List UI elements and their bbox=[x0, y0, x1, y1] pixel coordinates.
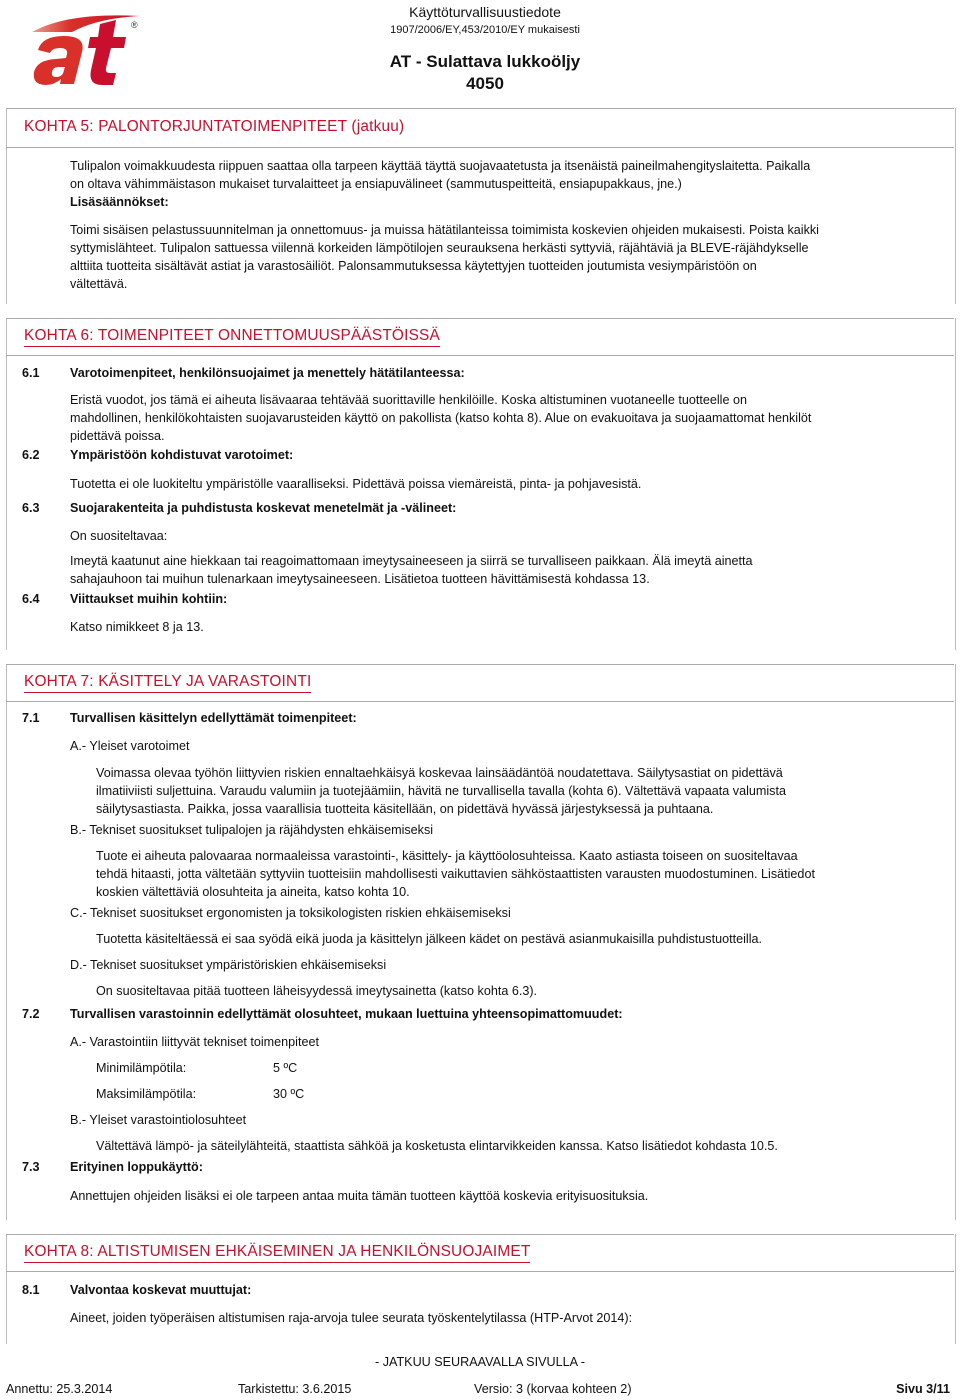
body-line: Aineet, joiden työperäisen altistumisen raja-arvoja tulee seurata työskentelytilassa (HTP-Arvot 2014): bbox=[70, 1311, 633, 1325]
recommendation-label: On suositeltavaa: bbox=[70, 529, 168, 543]
subsection-title: Turvallisen varastoinnin edellyttämät olosuhteet, mukaan luettuina yhteensopimattomuudet: bbox=[70, 1007, 623, 1021]
body-line: Voimassa olevaa työhön liittyvien riskien ennaltaehkäisyä koskevaa lainsäädäntöä noudatettava. Säilytysastiat on pidettävä bbox=[96, 766, 783, 780]
max-temperature-label: Maksimilämpötila: bbox=[96, 1087, 197, 1101]
sub-label: B.- Tekniset suositukset tulipalojen ja räjähdysten ehkäisemiseksi bbox=[70, 823, 434, 837]
min-temperature-label: Minimilämpötila: bbox=[96, 1061, 187, 1075]
issued-date: Annettu: 25.3.2014 bbox=[6, 1382, 113, 1396]
body-line: pidettävä poissa. bbox=[70, 429, 165, 443]
subsection-title: Valvontaa koskevat muuttujat: bbox=[70, 1283, 252, 1297]
min-temperature-value: 5 ºC bbox=[273, 1061, 298, 1075]
subsection-title: Viittaukset muihin kohtiin: bbox=[70, 592, 228, 606]
section-5-paragraph-line: Tulipalon voimakkuudesta riippuen saattaa olla tarpeen käyttää täyttä suojavaatetusta ja itsenäistä paineilmahengityslaitetta. Paikalla bbox=[70, 159, 811, 173]
body-line: Imeytä kaatunut aine hiekkaan tai reagoimattomaan imeytysaineeseen ja siirrä se turvalliseen paikkaan. Älä imeytä ainetta bbox=[70, 554, 753, 568]
subsection-number: 7.1 bbox=[22, 711, 40, 725]
body-line: On suositeltavaa pitää tuotteen läheisyydessä imeytysainetta (katso kohta 6.3). bbox=[96, 984, 538, 998]
body-line: Tuotetta käsiteltäessä ei saa syödä eikä juoda ja käsittelyn jälkeen kädet on pestävä asianmukaisilla puhdistustuotteilla. bbox=[96, 932, 762, 946]
body-line: Tuote ei aiheuta palovaaraa normaaleissa varastointi-, käsittely- ja käyttöolosuhteissa. Kaato astiasta toiseen on suositeltavaa bbox=[96, 849, 798, 863]
subsection-title: Ympäristöön kohdistuvat varotoimet: bbox=[70, 448, 294, 462]
subsection-title: Suojarakenteita ja puhdistusta koskevat menetelmät ja -välineet: bbox=[70, 501, 457, 515]
version-info: Versio: 3 (korvaa kohteen 2) bbox=[474, 1382, 632, 1396]
section-5-paragraph-line: Toimi sisäisen pelastussuunnitelman ja onnettomuus- ja muissa hätätilanteissa toimimista koskevien ohjeiden mukaisesti. Poista kaikki bbox=[70, 223, 819, 237]
regulation-reference: 1907/2006/EY,453/2010/EY mukaisesti bbox=[390, 24, 580, 36]
section-5-paragraph-line: on oltava vähimmäistason mukaiset turvalaitteet ja ensiapuvälineet (sammutuspeitteitä, ensiapupakkaus, jne.) bbox=[70, 177, 682, 191]
body-line: ilmatiiviisti suljettuina. Varaudu valumiin ja tuotejäämiin, hävitä ne turvallisella tavalla (kohta 6). Vältettävä vapaata valumista bbox=[96, 784, 786, 798]
checked-date: Tarkistettu: 3.6.2015 bbox=[238, 1382, 352, 1396]
subsection-title: Turvallisen käsittelyn edellyttämät toimenpiteet: bbox=[70, 711, 357, 725]
sub-label: A.- Varastointiin liittyvät tekniset toimenpiteet bbox=[70, 1035, 319, 1049]
subsection-number: 6.2 bbox=[22, 448, 40, 462]
section-5-paragraph-line: syttymislähteet. Tulipalon sattuessa viilennä korkeiden lämpötilojen seurauksena herkästi syttyviä, räjähtäviä ja BLEVE-räjähdykselle bbox=[70, 241, 809, 255]
subsection-number: 6.1 bbox=[22, 366, 40, 380]
body-line: tehdä hitaasti, jotta vältetään syttyviin tuotteisiin mahdollisesti vaikuttavien sähköstaattisten varausten muodostuminen. Lisätiedot bbox=[96, 867, 815, 881]
product-number: 4050 bbox=[466, 74, 504, 93]
body-line: mahdollinen, henkilökohtaisten suojavarusteiden käyttö on pakollista (katso kohta 8). Alue on evakuoitava ja suojaamattomat henkilöt bbox=[70, 411, 812, 425]
body-line: Tuotetta ei ole luokiteltu ympäristölle vaaralliseksi. Pidettävä poissa viemäreistä, pinta- ja pohjavesistä. bbox=[70, 477, 642, 491]
continued-notice: - JATKUU SEURAAVALLA SIVULLA - bbox=[375, 1355, 585, 1369]
document-title: Käyttöturvallisuustiedote bbox=[409, 4, 561, 20]
subsection-number: 7.2 bbox=[22, 1007, 40, 1021]
section-7-title: KOHTA 7: KÄSITTELY JA VARASTOINTI bbox=[24, 673, 311, 693]
body-line: säilytysastiasta. Paikka, jossa vaarallisia tuotteita käsitellään, on pidettävä hyvässä järjestyksessä ja puhtaana. bbox=[96, 802, 714, 816]
sub-label: B.- Yleiset varastointiolosuhteet bbox=[70, 1113, 247, 1127]
sub-label: A.- Yleiset varotoimet bbox=[70, 739, 190, 753]
body-line: sahajauhoon tai muihun tulenarkaan imeytysaineeseen. Lisätietoa tuotteen hävittämisestä kohdassa 13. bbox=[70, 572, 650, 586]
body-line: koskien vältettäviä olosuhteita ja aineita, katso kohta 10. bbox=[96, 885, 410, 899]
section-6-title: KOHTA 6: TOIMENPITEET ONNETTOMUUSPÄÄSTÖISSÄ bbox=[24, 327, 440, 347]
max-temperature-value: 30 ºC bbox=[273, 1087, 305, 1101]
page-number: Sivu 3/11 bbox=[896, 1382, 950, 1396]
subsection-number: 6.3 bbox=[22, 501, 40, 515]
subsection-number: 7.3 bbox=[22, 1160, 40, 1174]
body-line: Vältettävä lämpö- ja säteilylähteitä, staattista sähköä ja kosketusta elintarvikkeiden kanssa. Katso lisätiedot kohdasta 10.5. bbox=[96, 1139, 778, 1153]
subsection-title: Varotoimenpiteet, henkilönsuojaimet ja menettely hätätilanteessa: bbox=[70, 366, 465, 380]
at-logo bbox=[28, 10, 146, 86]
section-5-paragraph-line: vältettävä. bbox=[70, 277, 128, 291]
subsection-title: Erityinen loppukäyttö: bbox=[70, 1160, 203, 1174]
subsection-number: 6.4 bbox=[22, 592, 40, 606]
product-name: AT - Sulattava lukkoöljy bbox=[389, 52, 581, 71]
sub-label: D.- Tekniset suositukset ympäristöriskien ehkäisemiseksi bbox=[70, 958, 387, 972]
body-line: Katso nimikkeet 8 ja 13. bbox=[70, 620, 204, 634]
section-5-title: KOHTA 5: PALONTORJUNTATOIMENPITEET (jatkuu) bbox=[24, 118, 405, 135]
body-line: Annettujen ohjeiden lisäksi ei ole tarpeen antaa muita tämän tuotteen käyttöä koskevia erityisuosituksia. bbox=[70, 1189, 649, 1203]
extra-provisions-label: Lisäsäännökset: bbox=[70, 195, 169, 209]
section-8-title: KOHTA 8: ALTISTUMISEN EHKÄISEMINEN JA HENKILÖNSUOJAIMET bbox=[24, 1243, 530, 1263]
section-5-paragraph-line: alttiita tuotteita sisältävät astiat ja varastosäiliöt. Palonsammutuksessa käytettyjen tuotteiden joutumista vesiympäristöön on bbox=[70, 259, 757, 273]
page-header bbox=[0, 0, 960, 96]
body-line: Eristä vuodot, jos tämä ei aiheuta lisävaaraa tehtävää suorittaville henkilöille. Koska altistuminen vuotaneelle tuotteelle on bbox=[70, 393, 747, 407]
registered-mark: ® bbox=[131, 20, 138, 30]
subsection-number: 8.1 bbox=[22, 1283, 40, 1297]
sub-label: C.- Tekniset suositukset ergonomisten ja toksikologisten riskien ehkäisemiseksi bbox=[70, 906, 511, 920]
